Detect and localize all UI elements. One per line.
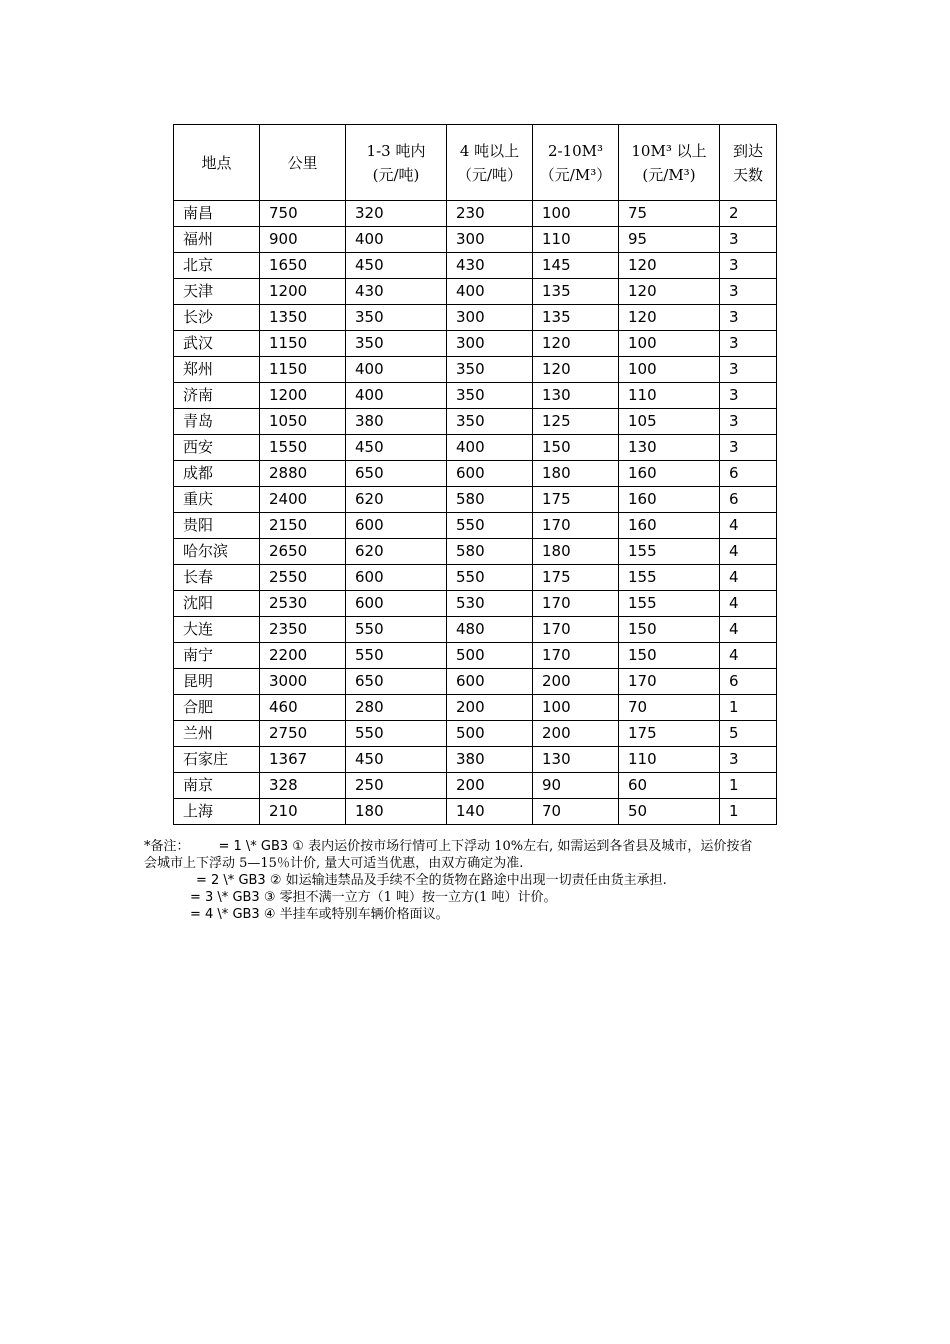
table-cell: 90 <box>533 773 619 799</box>
city-cell: 上海 <box>174 799 260 825</box>
table-cell: 1150 <box>260 357 346 383</box>
city-cell: 重庆 <box>174 487 260 513</box>
table-cell: 430 <box>346 279 447 305</box>
table-cell: 480 <box>447 617 533 643</box>
column-header-unit: （元/吨） <box>456 165 523 184</box>
table-cell: 2150 <box>260 513 346 539</box>
table-row <box>174 227 777 253</box>
table-cell: 900 <box>260 227 346 253</box>
table-cell: 175 <box>533 487 619 513</box>
column-header <box>720 125 777 201</box>
table-cell: 170 <box>533 591 619 617</box>
table-cell: 100 <box>533 695 619 721</box>
table-cell: 2530 <box>260 591 346 617</box>
table-row <box>174 669 777 695</box>
table-cell: 600 <box>447 669 533 695</box>
table-cell: 160 <box>619 487 720 513</box>
city-cell: 兰州 <box>174 721 260 747</box>
column-header-unit: （元/M³） <box>539 165 612 184</box>
table-cell: 1050 <box>260 409 346 435</box>
table-row <box>174 695 777 721</box>
table-cell: 170 <box>533 513 619 539</box>
table-cell: 120 <box>533 331 619 357</box>
table-cell: 2750 <box>260 721 346 747</box>
table-cell: 200 <box>447 695 533 721</box>
table-cell: 3 <box>720 357 777 383</box>
table-cell: 4 <box>720 539 777 565</box>
table-cell: 1367 <box>260 747 346 773</box>
column-header-line: 10M³ 以上 <box>631 141 707 160</box>
table-cell: 750 <box>260 201 346 227</box>
table-cell: 180 <box>533 461 619 487</box>
table-cell: 170 <box>533 617 619 643</box>
city-cell: 大连 <box>174 617 260 643</box>
table-cell: 5 <box>720 721 777 747</box>
table-cell: 4 <box>720 565 777 591</box>
table-row <box>174 461 777 487</box>
table-cell: 1350 <box>260 305 346 331</box>
table-cell: 155 <box>619 591 720 617</box>
table-cell: 350 <box>447 383 533 409</box>
table-cell: 600 <box>447 461 533 487</box>
table-cell: 170 <box>619 669 720 695</box>
table-cell: 2550 <box>260 565 346 591</box>
freight-rate-table <box>173 124 777 825</box>
table-row <box>174 513 777 539</box>
table-cell: 620 <box>346 539 447 565</box>
table-cell: 328 <box>260 773 346 799</box>
table-cell: 3 <box>720 383 777 409</box>
note-1-field: = 1 \* GB3 ① <box>218 839 304 854</box>
table-cell: 140 <box>447 799 533 825</box>
table-cell: 200 <box>533 669 619 695</box>
table-cell: 350 <box>346 305 447 331</box>
note-4-field: = 4 \* GB3 ④ <box>190 907 276 922</box>
table-cell: 550 <box>346 721 447 747</box>
table-cell: 1 <box>720 773 777 799</box>
table-cell: 500 <box>447 643 533 669</box>
table-cell: 250 <box>346 773 447 799</box>
table-cell: 380 <box>346 409 447 435</box>
city-cell: 南昌 <box>174 201 260 227</box>
table-cell: 350 <box>447 357 533 383</box>
city-cell: 长沙 <box>174 305 260 331</box>
table-cell: 160 <box>619 461 720 487</box>
table-cell: 280 <box>346 695 447 721</box>
city-cell: 石家庄 <box>174 747 260 773</box>
column-header <box>174 125 260 201</box>
table-cell: 175 <box>619 721 720 747</box>
table-cell: 300 <box>447 227 533 253</box>
table-cell: 100 <box>619 357 720 383</box>
table-cell: 125 <box>533 409 619 435</box>
note-4 <box>144 906 814 923</box>
table-cell: 400 <box>346 227 447 253</box>
table-cell: 3 <box>720 253 777 279</box>
table-cell: 1 <box>720 799 777 825</box>
city-cell: 南宁 <box>174 643 260 669</box>
column-header-unit: 天数 <box>732 165 763 184</box>
table-row <box>174 357 777 383</box>
table-row <box>174 565 777 591</box>
table-cell: 1650 <box>260 253 346 279</box>
table-cell: 400 <box>346 383 447 409</box>
column-header <box>533 125 619 201</box>
table-cell: 600 <box>346 565 447 591</box>
table-cell: 95 <box>619 227 720 253</box>
table-cell: 100 <box>619 331 720 357</box>
table-row <box>174 591 777 617</box>
column-header-line: 地点 <box>201 153 232 172</box>
note-1-text: 表内运价按市场行情可上下浮动 10%左右, 如需运到各省县及城市，运价按省 <box>308 839 753 854</box>
table-cell: 2 <box>720 201 777 227</box>
city-cell: 青岛 <box>174 409 260 435</box>
table-cell: 500 <box>447 721 533 747</box>
table-cell: 460 <box>260 695 346 721</box>
table-cell: 450 <box>346 253 447 279</box>
note-label: *备注： <box>144 839 190 854</box>
table-cell: 110 <box>619 747 720 773</box>
city-cell: 西安 <box>174 435 260 461</box>
table-row <box>174 773 777 799</box>
city-cell: 武汉 <box>174 331 260 357</box>
table-cell: 6 <box>720 487 777 513</box>
table-cell: 150 <box>619 643 720 669</box>
table-cell: 1150 <box>260 331 346 357</box>
table-cell: 4 <box>720 643 777 669</box>
table-cell: 2200 <box>260 643 346 669</box>
table-cell: 550 <box>447 565 533 591</box>
table-cell: 110 <box>619 383 720 409</box>
note-3-field: = 3 \* GB3 ③ <box>190 890 276 905</box>
city-cell: 福州 <box>174 227 260 253</box>
note-3-text: 零担不满一立方（1 吨）按一立方(1 吨）计价。 <box>279 890 557 905</box>
city-cell: 长春 <box>174 565 260 591</box>
column-header-line: 1-3 吨内 <box>366 141 426 160</box>
table-cell: 150 <box>619 617 720 643</box>
table-cell: 180 <box>533 539 619 565</box>
note-2-field: = 2 \* GB3 ② <box>196 873 282 888</box>
table-cell: 450 <box>346 747 447 773</box>
table-body <box>174 201 777 825</box>
table-cell: 3 <box>720 279 777 305</box>
table-row <box>174 539 777 565</box>
table-cell: 300 <box>447 305 533 331</box>
table-cell: 200 <box>447 773 533 799</box>
note-2 <box>144 872 814 889</box>
table-row <box>174 305 777 331</box>
table-cell: 300 <box>447 331 533 357</box>
note-4-text: 半挂车或特别车辆价格面议。 <box>279 907 449 922</box>
table-cell: 230 <box>447 201 533 227</box>
table-cell: 70 <box>533 799 619 825</box>
table-cell: 320 <box>346 201 447 227</box>
table-cell: 4 <box>720 591 777 617</box>
table-header-row <box>174 125 777 201</box>
table-cell: 120 <box>533 357 619 383</box>
table-cell: 60 <box>619 773 720 799</box>
note-2-text: 如运输违禁品及手续不全的货物在路途中出现一切责任由货主承担. <box>285 873 667 888</box>
table-cell: 135 <box>533 305 619 331</box>
city-cell: 昆明 <box>174 669 260 695</box>
table-cell: 150 <box>533 435 619 461</box>
city-cell: 成都 <box>174 461 260 487</box>
city-cell: 贵阳 <box>174 513 260 539</box>
table-cell: 155 <box>619 539 720 565</box>
table-row <box>174 617 777 643</box>
column-header <box>346 125 447 201</box>
table-cell: 160 <box>619 513 720 539</box>
table-cell: 3000 <box>260 669 346 695</box>
table-cell: 400 <box>447 279 533 305</box>
table-cell: 4 <box>720 513 777 539</box>
table-cell: 1200 <box>260 279 346 305</box>
table-cell: 380 <box>447 747 533 773</box>
table-cell: 600 <box>346 591 447 617</box>
note-1 <box>144 838 814 855</box>
table-row <box>174 331 777 357</box>
table-cell: 2880 <box>260 461 346 487</box>
table-cell: 1550 <box>260 435 346 461</box>
table-cell: 145 <box>533 253 619 279</box>
table-row <box>174 487 777 513</box>
table-cell: 120 <box>619 253 720 279</box>
table-cell: 180 <box>346 799 447 825</box>
city-cell: 合肥 <box>174 695 260 721</box>
table-cell: 430 <box>447 253 533 279</box>
table-cell: 105 <box>619 409 720 435</box>
table-cell: 70 <box>619 695 720 721</box>
city-cell: 哈尔滨 <box>174 539 260 565</box>
column-header <box>447 125 533 201</box>
table-cell: 3 <box>720 331 777 357</box>
table-cell: 1200 <box>260 383 346 409</box>
table-cell: 2650 <box>260 539 346 565</box>
table-cell: 2350 <box>260 617 346 643</box>
table-cell: 200 <box>533 721 619 747</box>
column-header <box>619 125 720 201</box>
table-row <box>174 201 777 227</box>
table-cell: 3 <box>720 227 777 253</box>
table-cell: 600 <box>346 513 447 539</box>
table-cell: 120 <box>619 279 720 305</box>
table-cell: 130 <box>533 747 619 773</box>
table-cell: 2400 <box>260 487 346 513</box>
table-cell: 400 <box>447 435 533 461</box>
table-cell: 110 <box>533 227 619 253</box>
table-cell: 450 <box>346 435 447 461</box>
table-cell: 580 <box>447 487 533 513</box>
table-cell: 650 <box>346 461 447 487</box>
table-cell: 6 <box>720 461 777 487</box>
table-row <box>174 799 777 825</box>
column-header-line: 4 吨以上 <box>459 141 520 160</box>
table-cell: 170 <box>533 643 619 669</box>
table-cell: 400 <box>346 357 447 383</box>
table-cell: 530 <box>447 591 533 617</box>
table-row <box>174 409 777 435</box>
column-header <box>260 125 346 201</box>
table-cell: 550 <box>346 617 447 643</box>
table-cell: 210 <box>260 799 346 825</box>
table-cell: 350 <box>447 409 533 435</box>
column-header-line: 到达 <box>732 141 763 160</box>
table-cell: 135 <box>533 279 619 305</box>
table-cell: 175 <box>533 565 619 591</box>
table-cell: 3 <box>720 409 777 435</box>
table-cell: 6 <box>720 669 777 695</box>
table-row <box>174 643 777 669</box>
table-row <box>174 435 777 461</box>
table-cell: 50 <box>619 799 720 825</box>
column-header-line: 2-10M³ <box>547 141 604 160</box>
city-cell: 南京 <box>174 773 260 799</box>
table-cell: 550 <box>346 643 447 669</box>
city-cell: 北京 <box>174 253 260 279</box>
city-cell: 沈阳 <box>174 591 260 617</box>
table-row <box>174 253 777 279</box>
table-cell: 3 <box>720 305 777 331</box>
column-header-unit: (元/吨) <box>372 165 420 184</box>
column-header-line: 公里 <box>287 153 318 172</box>
table-cell: 130 <box>533 383 619 409</box>
city-cell: 天津 <box>174 279 260 305</box>
table-cell: 130 <box>619 435 720 461</box>
table-cell: 155 <box>619 565 720 591</box>
table-row <box>174 747 777 773</box>
note-1-continued <box>144 855 814 872</box>
table-row <box>174 383 777 409</box>
note-3 <box>144 889 814 906</box>
table-cell: 75 <box>619 201 720 227</box>
note-1b-text: 会城市上下浮动 5—15％计价, 量大可适当优惠，由双方确定为准. <box>144 856 524 871</box>
table-cell: 620 <box>346 487 447 513</box>
city-cell: 郑州 <box>174 357 260 383</box>
table-row <box>174 721 777 747</box>
table-cell: 100 <box>533 201 619 227</box>
table-cell: 4 <box>720 617 777 643</box>
table-cell: 650 <box>346 669 447 695</box>
table-cell: 3 <box>720 435 777 461</box>
table-cell: 1 <box>720 695 777 721</box>
table-cell: 550 <box>447 513 533 539</box>
notes-block <box>144 838 814 923</box>
table-cell: 3 <box>720 747 777 773</box>
city-cell: 济南 <box>174 383 260 409</box>
table-cell: 350 <box>346 331 447 357</box>
column-header-unit: (元/M³) <box>642 165 696 184</box>
table-row <box>174 279 777 305</box>
table-cell: 120 <box>619 305 720 331</box>
table-cell: 580 <box>447 539 533 565</box>
